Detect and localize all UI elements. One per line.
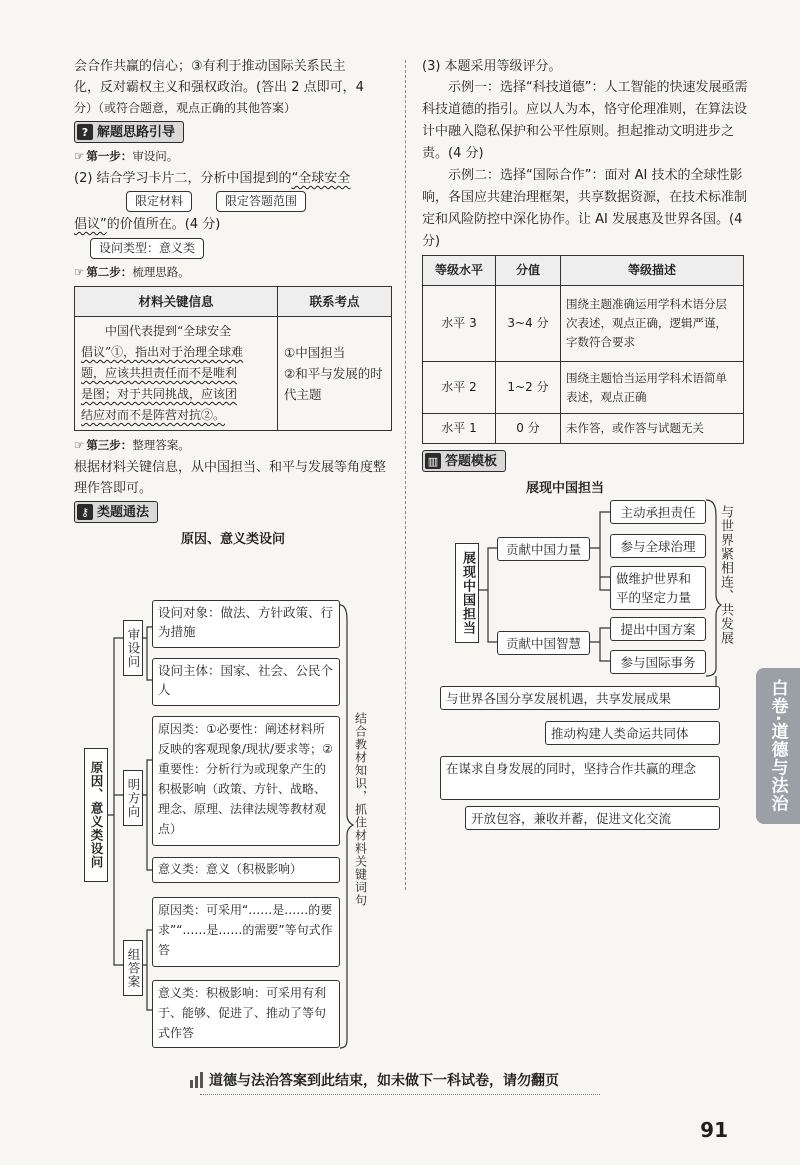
tree-ming-meaning: 意义类：意义（积极影响）: [152, 857, 340, 883]
template-p3: 做维护世界和平的坚定力量: [610, 566, 706, 610]
template-wisdom: 贡献中国智慧: [497, 631, 590, 655]
template-root: 展现中国担当: [455, 543, 479, 643]
example-1: 示例一：选择“科技道德”：人工智能的快速发展亟需科技道德的指引。应以人为本，恪守伦理准则，在算法设计中融入隐私保护和公平性原则。担起推动文明进步之责。(4 分): [422, 80, 748, 161]
column-divider: [405, 60, 406, 890]
template-s2: 推动构建人类命运共同体: [545, 721, 720, 745]
template-w2: 参与国际事务: [610, 650, 706, 674]
tree-root: 原因、意义类设问: [84, 748, 108, 882]
question-tags: [126, 191, 392, 212]
table-header: 分值: [496, 256, 561, 286]
key-icon: ⚷: [77, 504, 93, 520]
footer-rule: [200, 1094, 600, 1095]
table-header: 等级水平: [423, 256, 496, 286]
step3: ☞ 第三步：整理答案。: [74, 438, 190, 452]
right-column: [422, 56, 748, 501]
table-row: 水平 2 1~2 分 围绕主题恰当运用学科术语简单表述，观点正确: [423, 362, 744, 414]
template-side: 与世界紧相连、共发展: [718, 505, 733, 645]
grading-table: [422, 255, 744, 444]
pointing-hand-icon: ☞: [74, 438, 85, 452]
page-number: 91: [700, 1118, 728, 1142]
pointing-hand-icon: ☞: [74, 149, 85, 163]
tree-ming: 明方向: [123, 770, 143, 826]
tree-ming-reason: 原因类：①必要性：阐述材料所反映的客观现象/现状/要求等；②重要性：分析行为或现象产生的积极影响（政策、方针、战略、理念、原理、法律法规等教材观点）: [152, 716, 340, 846]
intro-line-1: 会合作共赢的信心；③有利于推动国际关系民主: [74, 59, 346, 74]
points-cell: ①中国担当 ②和平与发展的时代主题: [278, 317, 392, 431]
question-2: (2) 结合学习卡片二，分析中国提到的“全球安全: [74, 171, 351, 186]
key-info-table: [74, 286, 392, 431]
template-w1: 提出中国方案: [610, 617, 706, 641]
template-title: 展现中国担当: [525, 481, 604, 496]
method-title: 原因、意义类设问: [180, 532, 285, 547]
material-cell: 中国代表提到“全球安全 倡议”①，指出对于治理全球难 题，应该共担责任而不是唯利 是图；对于共同挑战，应该团 结应对而不是阵营对抗②。: [75, 317, 278, 431]
tree-zu: 组答案: [123, 940, 143, 996]
tree-shen-object: 设问对象：做法、方针政策、行为措施: [152, 600, 340, 648]
tag-scope: 限定答题范围: [216, 191, 306, 212]
tree-side-note: 结合教材知识，抓住材料关键词句: [353, 712, 368, 907]
bars-icon: [190, 1072, 203, 1088]
guide-heading: ? 解题思路引导: [74, 121, 184, 143]
example-2: 示例二：选择“国际合作”：面对 AI 技术的全球性影响，各国应共建治理框架，共享数据资源，在技术标准制定和风险防控中深化协作。让 AI 发展惠及世界各国。(4 分): [422, 168, 748, 249]
question-2-line2: 倡议”的价值所在。(4 分): [74, 217, 221, 232]
template-s3: 在谋求自身发展的同时，坚持合作共赢的理念: [440, 756, 720, 800]
tree-zu-meaning: 意义类：积极影响：可采用有利于、能够、促进了、推动了等句式作答: [152, 980, 340, 1048]
step3-body: 根据材料关键信息，从中国担当、和平与发展等角度整理作答即可。: [74, 460, 387, 496]
tree-shen: 审设问: [123, 620, 143, 676]
tree-zu-reason: 原因类：可采用“……是……的要求”“……是……的需要”等句式作答: [152, 897, 340, 967]
left-column: [74, 56, 392, 552]
intro-line-2: 化，反对霸权主义和强权政治。(答出 2 点即可，4: [74, 80, 364, 95]
table-header: 材料关键信息: [75, 287, 278, 317]
template-p1: 主动承担责任: [610, 500, 706, 524]
template-s4: 开放包容，兼收并蓄，促进文化交流: [465, 806, 720, 830]
subject-side-tab: 白卷·道德与法治: [756, 668, 800, 824]
template-p2: 参与全球治理: [610, 534, 706, 558]
step1: ☞ 第一步：审设问。: [74, 149, 179, 163]
tree-shen-subject: 设问主体：国家、社会、公民个人: [152, 658, 340, 706]
pointing-hand-icon: ☞: [74, 265, 85, 279]
method-heading: ⚷ 类题通法: [74, 501, 158, 523]
tag-question-type: 设问类型：意义类: [90, 238, 204, 259]
step2: ☞ 第二步：梳理思路。: [74, 265, 190, 279]
question-mark-icon: ?: [77, 124, 93, 140]
q3-line: (3) 本题采用等级评分。: [422, 59, 562, 74]
table-row: 水平 1 0 分 未作答，或作答与试题无关: [423, 414, 744, 444]
template-heading: ▥ 答题模板: [422, 450, 506, 472]
template-power: 贡献中国力量: [497, 537, 590, 561]
table-row: 水平 3 3~4 分 围绕主题准确运用学科术语分层次表述，观点正确，逻辑严谨，字数符合要求: [423, 286, 744, 362]
footer-notice: 道德与法治答案到此结束，如未做下一科试卷，请勿翻页: [190, 1070, 559, 1090]
tag-material: 限定材料: [126, 191, 192, 212]
intro-note: 分）（或符合题意，观点正确的其他答案）: [74, 101, 297, 115]
table-header: 联系考点: [278, 287, 392, 317]
book-icon: ▥: [425, 453, 441, 469]
template-s1: 与世界各国分享发展机遇，共享发展成果: [440, 686, 720, 710]
table-header: 等级描述: [561, 256, 744, 286]
